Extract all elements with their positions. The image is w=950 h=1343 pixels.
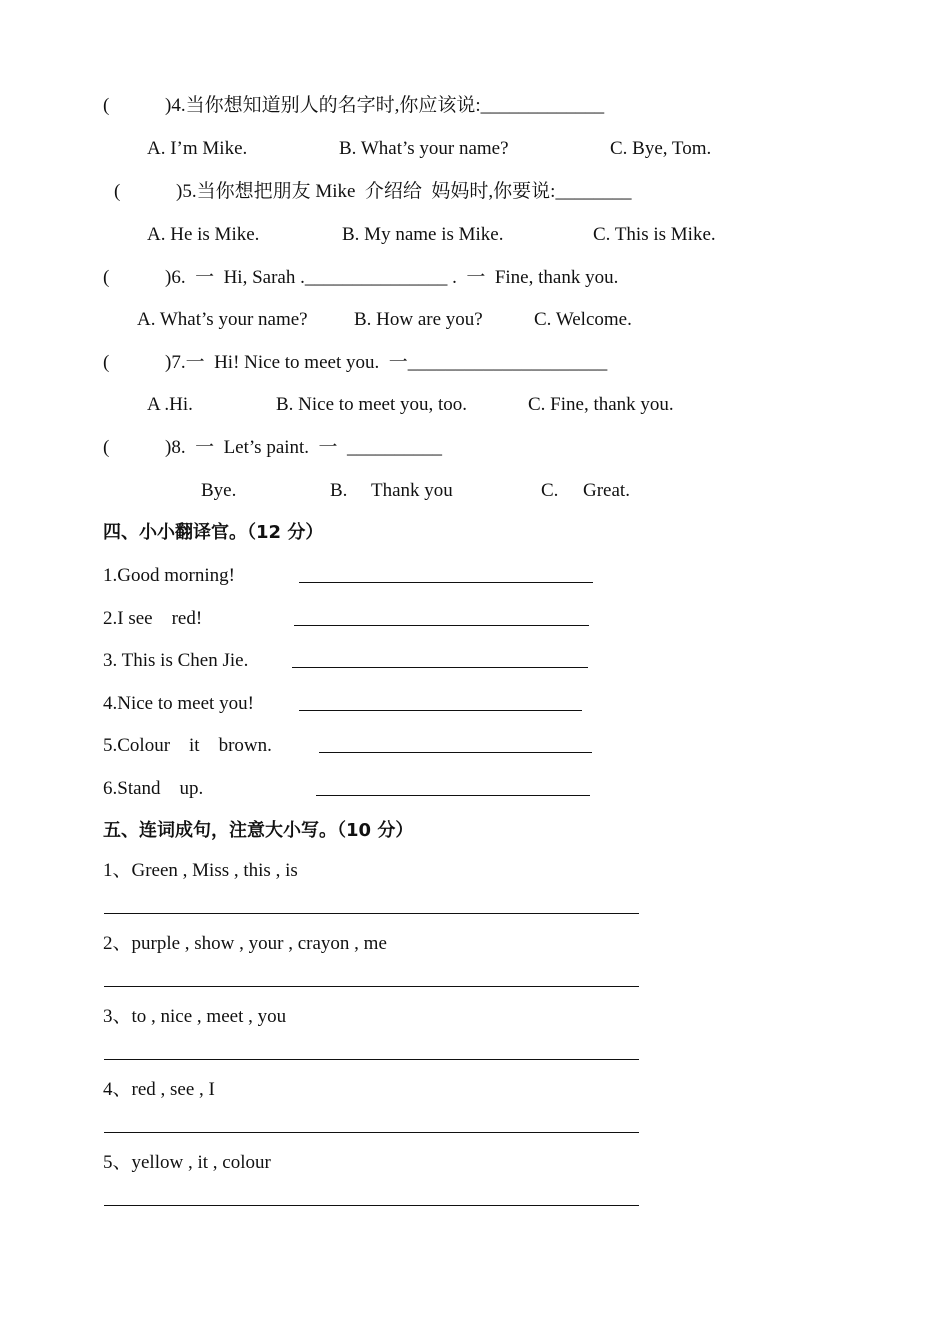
answer-paren: ( <box>114 181 121 202</box>
option-a: Bye. <box>201 480 237 501</box>
option-b: B. Nice to meet you, too. <box>276 394 468 415</box>
option-a: A .Hi. <box>147 394 193 415</box>
translation-item: 6.Stand up. <box>103 778 204 799</box>
option-a: A. What’s your name? <box>137 309 308 330</box>
answer-line[interactable] <box>104 1205 639 1206</box>
option-c: C. Bye, Tom. <box>610 138 712 159</box>
answer-line[interactable] <box>292 667 588 668</box>
word-group: 2、purple , show , your , crayon , me <box>103 933 387 954</box>
answer-line[interactable] <box>294 625 589 626</box>
option-b: B. How are you? <box>354 309 483 330</box>
answer-paren: ( <box>103 352 110 373</box>
answer-line[interactable] <box>319 752 592 753</box>
question-stem: )7.一 Hi! Nice to meet you. 一_____________________ <box>165 352 608 373</box>
translation-item: 5.Colour it brown. <box>103 735 272 756</box>
section-heading: 五、连词成句，注意大小写。（10 分） <box>103 820 414 841</box>
answer-paren: ( <box>103 267 110 288</box>
option-a: A. He is Mike. <box>147 224 260 245</box>
option-c: C. This is Mike. <box>593 224 716 245</box>
question-stem: )8. 一 Let’s paint. 一 __________ <box>165 437 443 458</box>
question-stem: )5.当你想把朋友 Mike 介绍给 妈妈时,你要说:________ <box>176 181 632 202</box>
answer-paren: ( <box>103 437 110 458</box>
option-c-letter: C. <box>541 480 559 501</box>
answer-line[interactable] <box>299 710 582 711</box>
translation-item: 2.I see red! <box>103 608 203 629</box>
option-c: Great. <box>583 480 630 501</box>
option-c: C. Welcome. <box>534 309 632 330</box>
word-group: 5、yellow , it , colour <box>103 1152 271 1173</box>
option-c: C. Fine, thank you. <box>528 394 674 415</box>
word-group: 4、red , see , I <box>103 1079 215 1100</box>
question-stem: )6. 一 Hi, Sarah ._______________ . 一 Fine, thank you. <box>165 267 619 288</box>
answer-line[interactable] <box>104 1132 639 1133</box>
option-b-letter: B. <box>330 480 348 501</box>
option-b: B. What’s your name? <box>339 138 509 159</box>
option-b: Thank you <box>371 480 453 501</box>
translation-item: 1.Good morning! <box>103 565 235 586</box>
option-a: A. I’m Mike. <box>147 138 248 159</box>
answer-line[interactable] <box>299 582 593 583</box>
answer-line[interactable] <box>104 1059 639 1060</box>
answer-line[interactable] <box>104 986 639 987</box>
answer-line[interactable] <box>104 913 639 914</box>
section-heading: 四、小小翻译官。（12 分） <box>103 522 324 543</box>
translation-item: 3. This is Chen Jie. <box>103 650 249 671</box>
answer-line[interactable] <box>316 795 590 796</box>
answer-paren: ( <box>103 95 110 116</box>
word-group: 3、to , nice , meet , you <box>103 1006 287 1027</box>
word-group: 1、Green , Miss , this , is <box>103 860 298 881</box>
option-b: B. My name is Mike. <box>342 224 504 245</box>
translation-item: 4.Nice to meet you! <box>103 693 254 714</box>
question-stem: )4.当你想知道别人的名字时,你应该说:_____________ <box>165 95 605 116</box>
